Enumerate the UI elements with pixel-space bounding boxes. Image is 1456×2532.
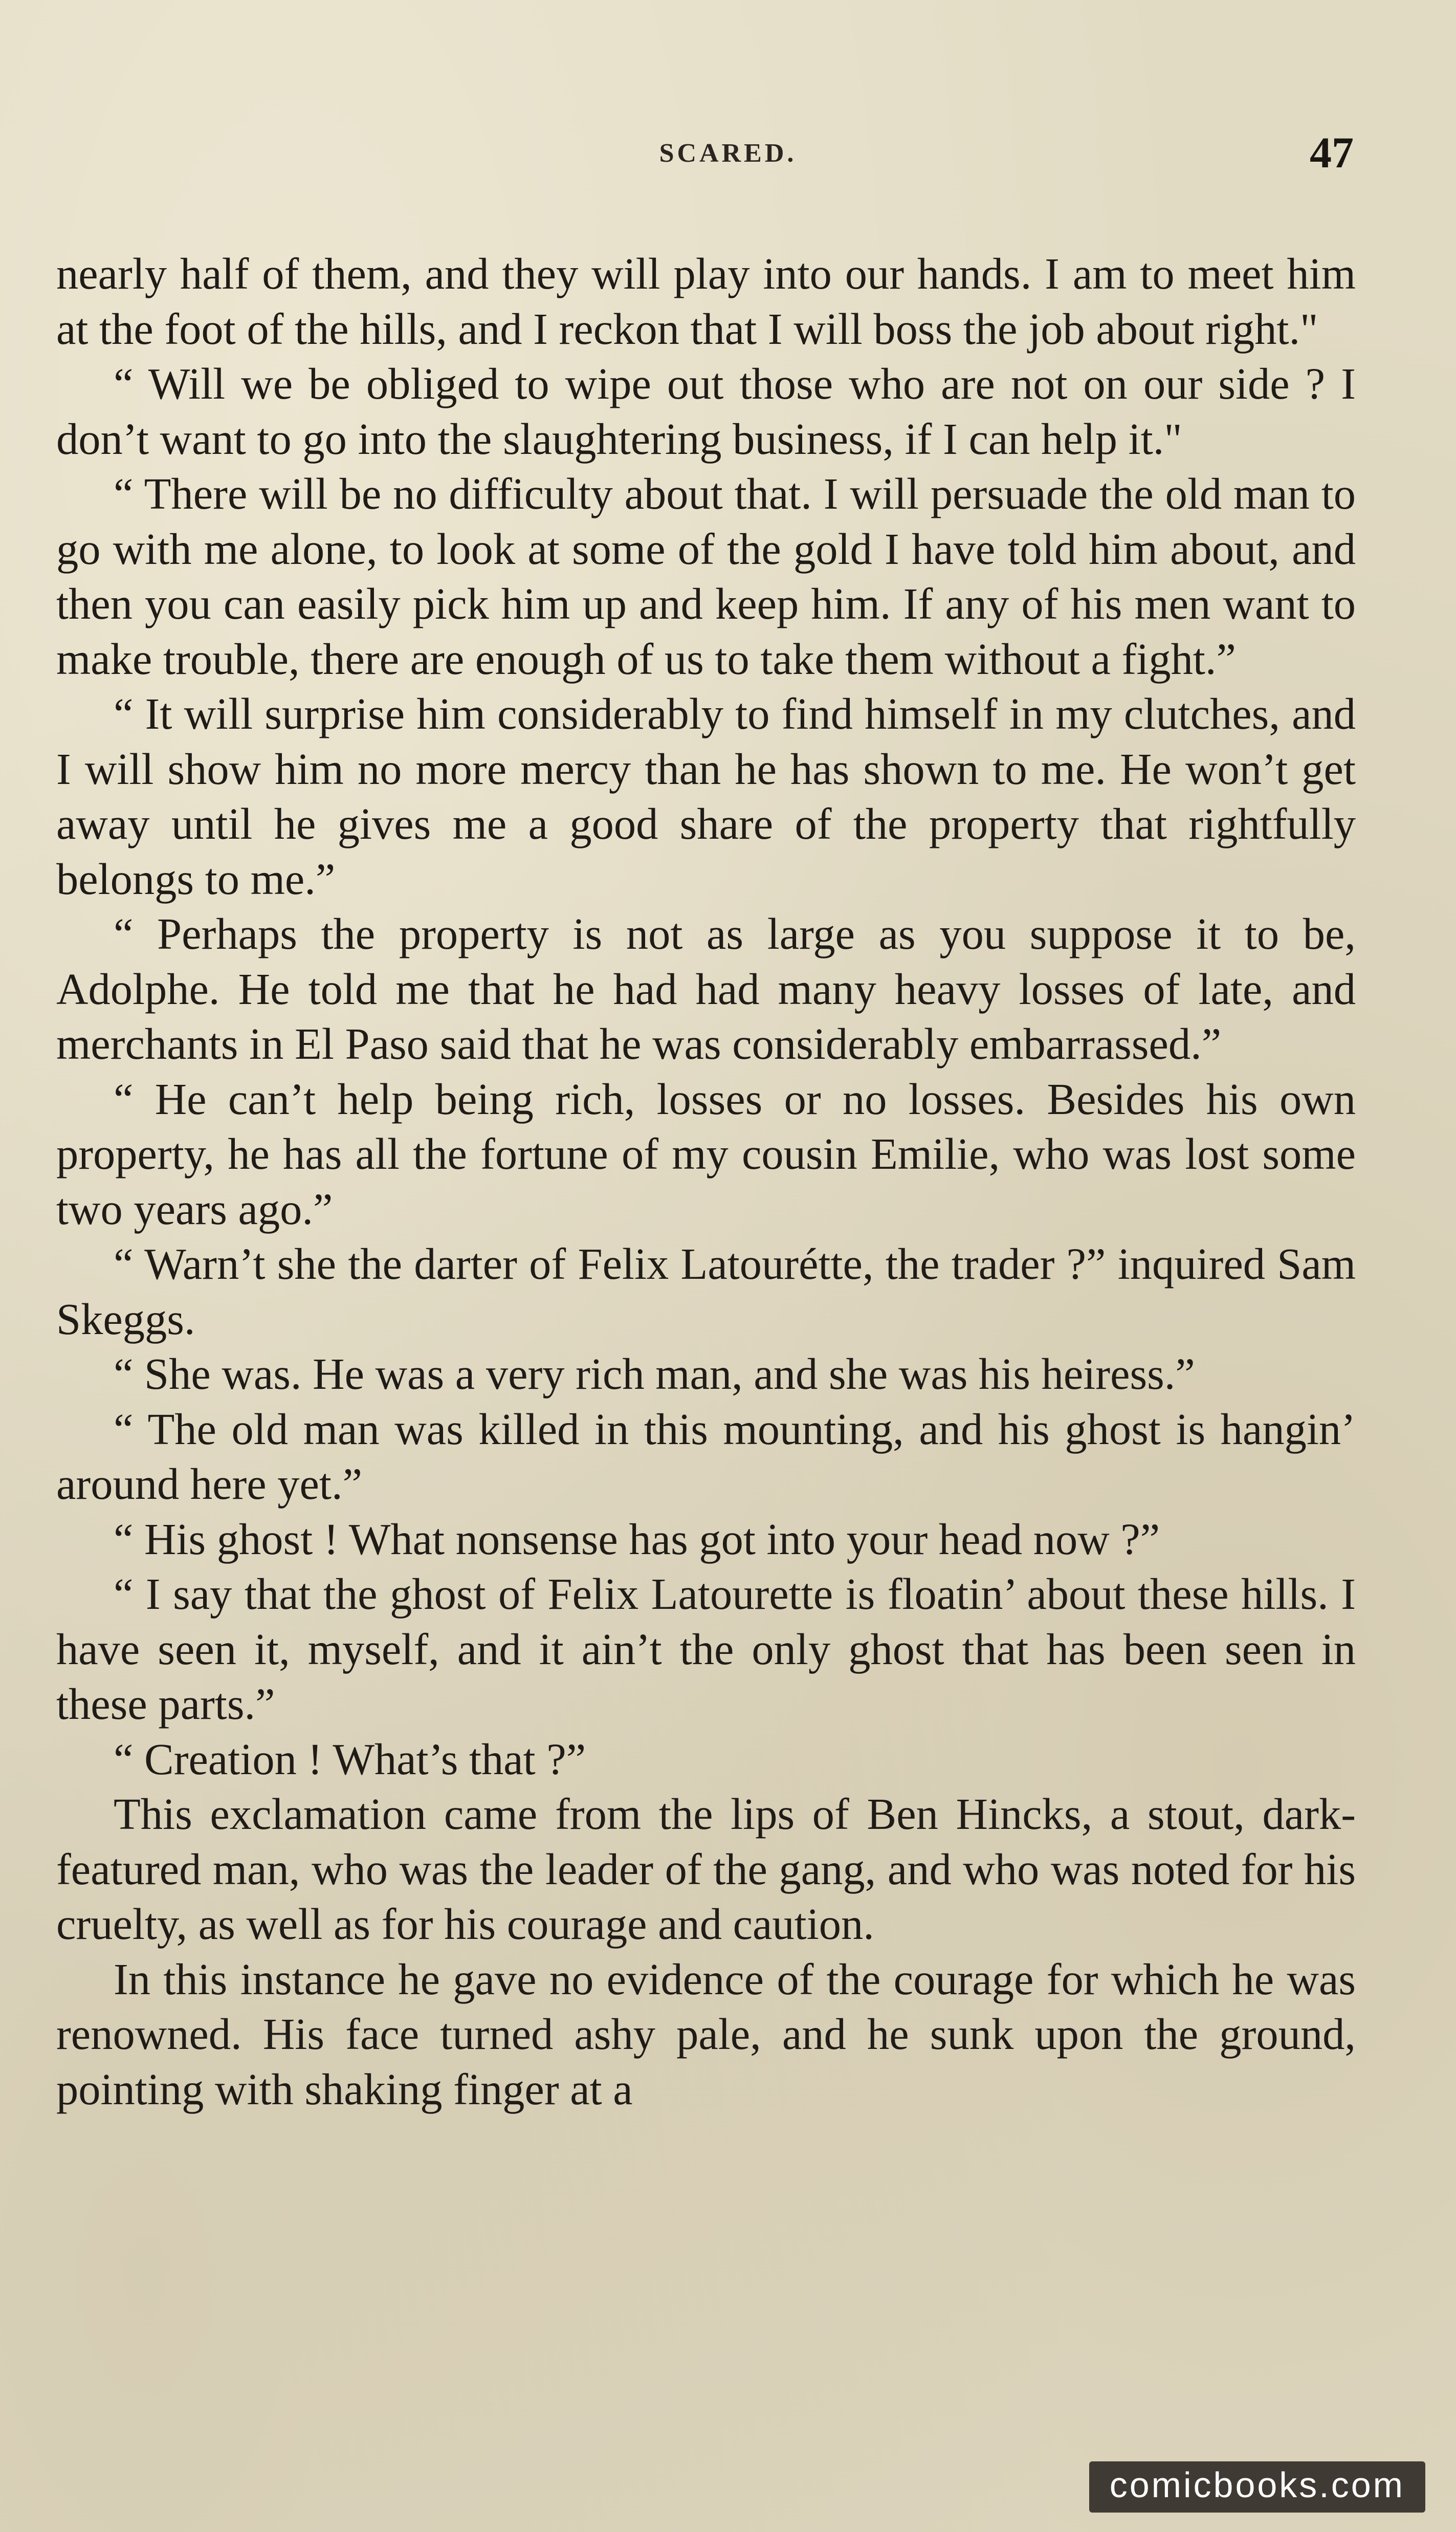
running-head: SCARED. (659, 139, 797, 168)
paragraph: “ Creation ! What’s that ?” (114, 1734, 586, 1784)
paragraph: This exclamation came from the lips of Ben Hincks, a stout, dark-featured man, who was the leader of the gang, and who was noted for his cruelty, as well as for his courage and caution. (56, 1789, 1356, 1949)
paragraph: “ Will we be obliged to wipe out those who are not on our side ? I don’t want to go into the slaughtering business, if I can help it." (56, 359, 1356, 464)
paragraph: “ Warn’t she the darter of Felix Latourétte, the trader ?” inquired Sam Skeggs. (56, 1239, 1356, 1344)
paragraph: “ He can’t help being rich, losses or no losses. Besides his own property, he has all the fortune of my cousin Emilie, who was lost some two years ago.” (56, 1074, 1356, 1234)
paragraph: “ She was. He was a very rich man, and she was his heiress.” (114, 1349, 1195, 1399)
paragraph: In this instance he gave no evidence of the courage for which he was renowned. His face turned ashy pale, and he sunk upon the ground, pointing with shaking finger at a (56, 1954, 1356, 2114)
paragraph: “ Perhaps the property is not as large as you suppose it to be, Adolphe. He told me that he had had many heavy losses of late, and merchants in El Paso said that he was considerably embarrassed.” (56, 909, 1356, 1068)
page-number: 47 (1310, 128, 1354, 177)
paragraph: “ There will be no difficulty about that. I will persuade the old man to go with me alone, to look at some of the gold I have told him about, and then you can easily pick him up and keep him. If any of his men want to make trouble, there are enough of us to take them without a fight.” (56, 469, 1356, 684)
paragraph: “ His ghost ! What nonsense has got into your head now ?” (114, 1514, 1160, 1564)
paragraph: nearly half of them, and they will play into our hands. I am to meet him at the foot of the hills, and I reckon that I will boss the job about right." (56, 249, 1356, 354)
body-text (56, 247, 1356, 2117)
watermark: comicbooks.com (1089, 2461, 1425, 2513)
paragraph: “ The old man was killed in this mounting, and his ghost is hangin’ around here yet.” (56, 1404, 1356, 1509)
paragraph: “ I say that the ghost of Felix Latourette is floatin’ about these hills. I have seen it, myself, and it ain’t the only ghost that has been seen in these parts.” (56, 1569, 1356, 1729)
paragraph: “ It will surprise him considerably to find himself in my clutches, and I will show him no more mercy than he has shown to me. He won’t get away until he gives me a good share of the property that rightfully belongs to me.” (56, 689, 1356, 904)
